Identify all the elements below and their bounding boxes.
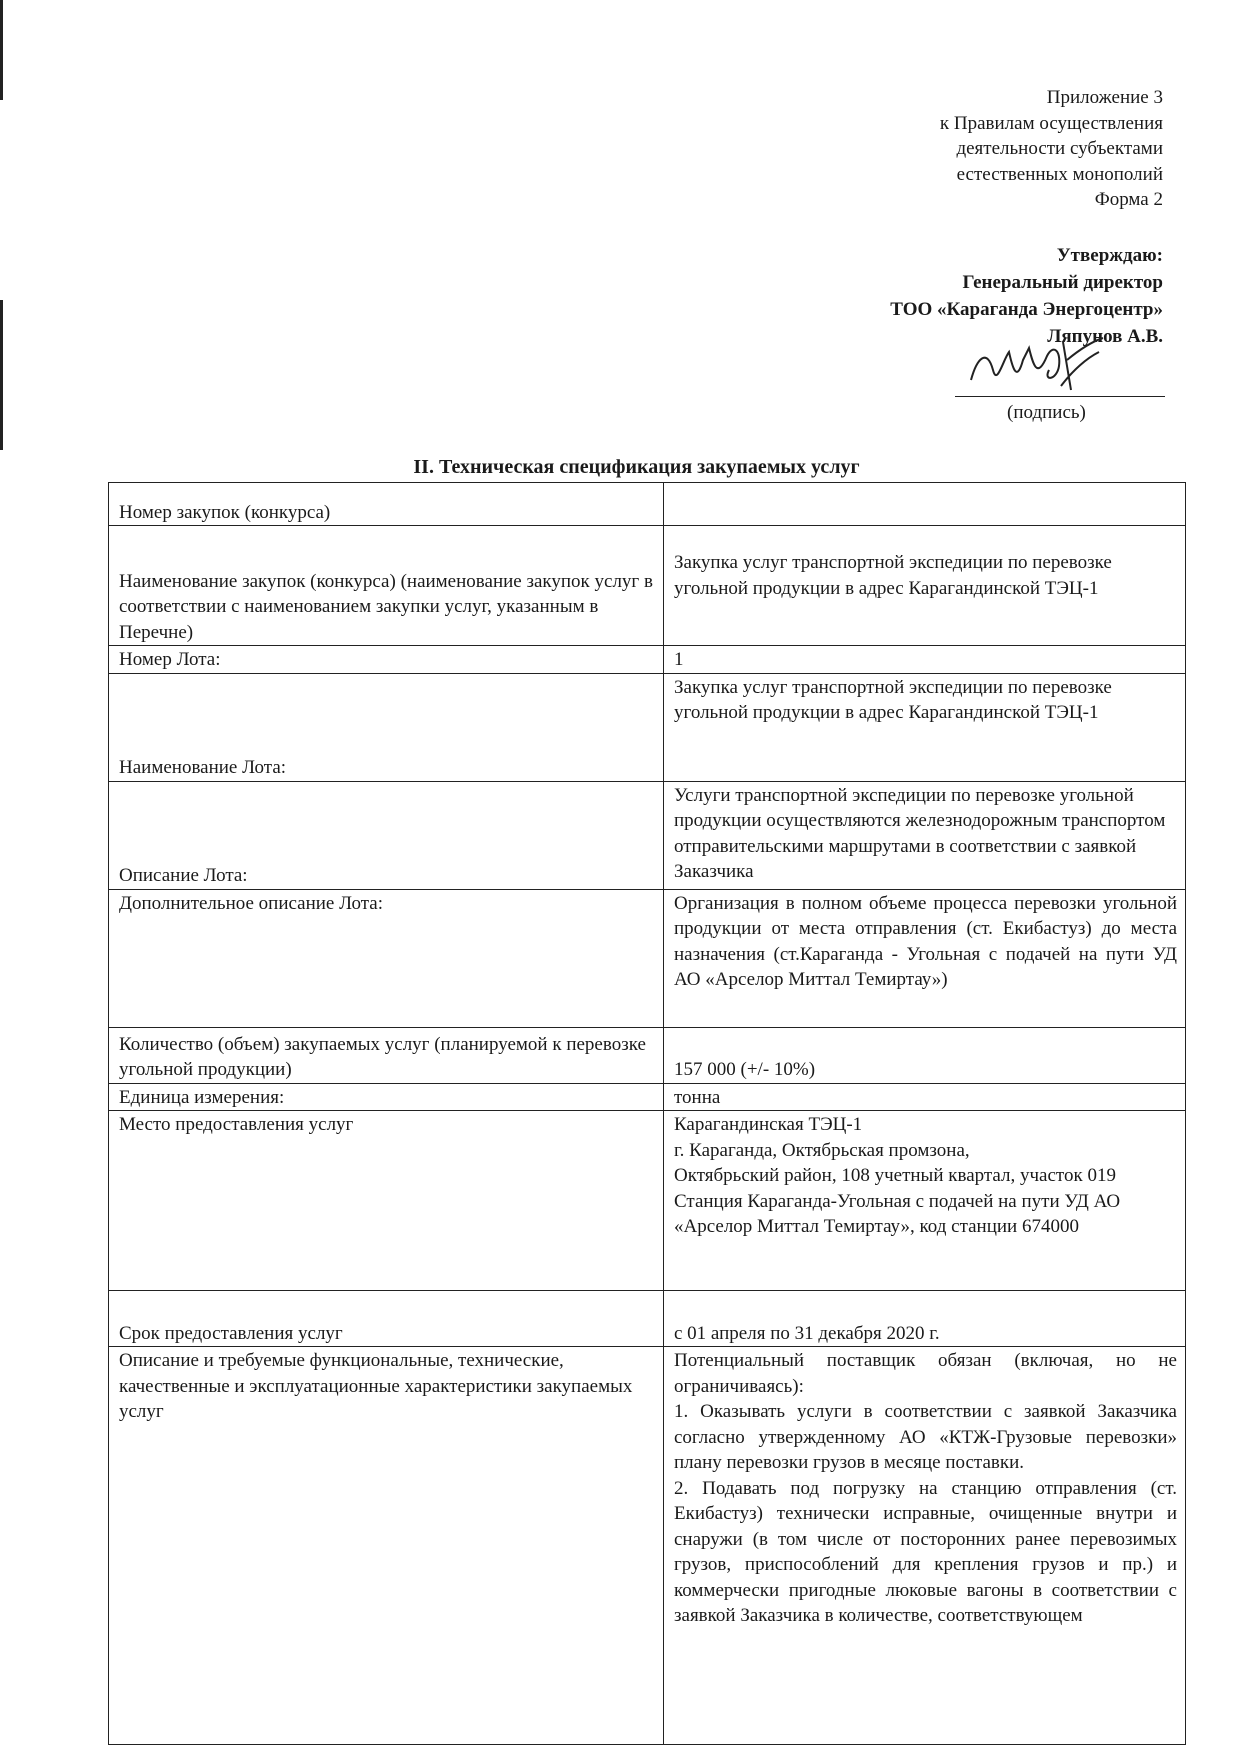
value-line: Октябрьский район, 108 учетный квартал, участок 019: [674, 1165, 1116, 1186]
row-value: Организация в полном объеме процесса перевозки угольной продукции от места отправления (ст. Екибастуз) до места назначения (ст.Караганда - Угольная с подачей на пути УД АО «Арселор Миттал Темиртау»): [664, 889, 1186, 1027]
signature-line: [955, 396, 1165, 397]
row-label: Номер закупок (конкурса): [109, 483, 664, 526]
value-line: 2. Подавать под погрузку на станцию отправления (ст. Екибастуз) технически исправные, очищенные внутри и снаружи (в том числе от посторонних ранее перевозимых грузов, приспособлений для крепления грузов и пр.) и коммерчески пригодные люковые вагоны в соответствии с заявкой Заказчика в количестве, соответствующем: [674, 1477, 1177, 1626]
signature-area: [955, 330, 1165, 430]
approval-position: Генеральный директор: [962, 272, 1163, 293]
row-value: [664, 483, 1186, 526]
row-label: Место предоставления услуг: [109, 1111, 664, 1291]
row-value: 157 000 (+/- 10%): [664, 1027, 1186, 1083]
appendix-line: Приложение 3: [1046, 87, 1163, 108]
row-value: тонна: [664, 1083, 1186, 1111]
row-value-multiline: [664, 1111, 1186, 1291]
table-row: [109, 1111, 1186, 1291]
appendix-line: деятельности субъектами: [956, 138, 1163, 159]
appendix-line: к Правилам осуществления: [939, 112, 1163, 134]
row-label: Номер Лота:: [109, 646, 664, 674]
value-line: Карагандинская ТЭЦ-1: [674, 1114, 863, 1135]
row-label: Единица измерения:: [109, 1083, 664, 1111]
approval-name: Ляпунов А.В.: [1047, 326, 1163, 347]
row-value: Закупка услуг транспортной экспедиции по перевозке угольной продукции в адрес Карагандинской ТЭЦ-1: [664, 526, 1186, 646]
row-value: Услуги транспортной экспедиции по перевозке угольной продукции осуществляются железнодорожным транспортом отправительскими маршрутами в соответствии с заявкой Заказчика: [664, 781, 1186, 889]
row-label: Дополнительное описание Лота:: [109, 889, 664, 1027]
row-label: Количество (объем) закупаемых услуг (планируемой к перевозке угольной продукции): [109, 1027, 664, 1083]
table-row: [109, 781, 1186, 889]
value-line: Станция Караганда-Угольная с подачей на пути УД АО «Арселор Миттал Темиртау», код станции 674000: [674, 1190, 1121, 1237]
row-label: Описание и требуемые функциональные, технические, качественные и эксплуатационные характеристики закупаемых услуг: [109, 1347, 664, 1745]
row-value: с 01 апреля по 31 декабря 2020 г.: [664, 1291, 1186, 1347]
specification-table: [108, 482, 1186, 1745]
row-label: Срок предоставления услуг: [109, 1291, 664, 1347]
handwritten-signature: [963, 330, 1113, 398]
table-row: [109, 1347, 1186, 1745]
table-row: [109, 1291, 1186, 1347]
row-value-multiline: [664, 1347, 1186, 1745]
row-label: Наименование Лота:: [109, 673, 664, 781]
table-row: [109, 1027, 1186, 1083]
table-row: [109, 483, 1186, 526]
value-line: 1. Оказывать услуги в соответствии с заявкой Заказчика согласно утвержденному АО «КТЖ-Грузовые перевозки» плану перевозки грузов в месяце поставки.: [674, 1401, 1177, 1473]
row-label: Описание Лота:: [109, 781, 664, 889]
signature-label: (подпись): [1007, 402, 1086, 423]
approval-company: ТОО «Караганда Энергоцентр»: [890, 299, 1163, 320]
value-line: г. Караганда, Октябрьская промзона,: [674, 1139, 970, 1161]
appendix-line: естественных монополий: [956, 163, 1163, 185]
appendix-line: Форма 2: [1094, 189, 1163, 210]
table-row: [109, 673, 1186, 781]
table-row: [109, 526, 1186, 646]
value-line: Потенциальный поставщик обязан (включая, но не ограничиваясь):: [674, 1350, 1177, 1397]
appendix-header: [743, 85, 1163, 213]
row-value: Закупка услуг транспортной экспедиции по перевозке угольной продукции в адрес Карагандинской ТЭЦ-1: [664, 673, 1186, 781]
table-row: [109, 646, 1186, 674]
table-row: [109, 889, 1186, 1027]
approval-title: Утверждаю:: [1056, 245, 1163, 266]
row-label: Наименование закупок (конкурса) (наименование закупок услуг в соответствии с наименованием закупки услуг, указанным в Перечне): [109, 526, 664, 646]
table-row: [109, 1083, 1186, 1111]
row-value: 1: [664, 646, 1186, 674]
section-title: II. Техническая спецификация закупаемых услуг: [413, 456, 860, 478]
